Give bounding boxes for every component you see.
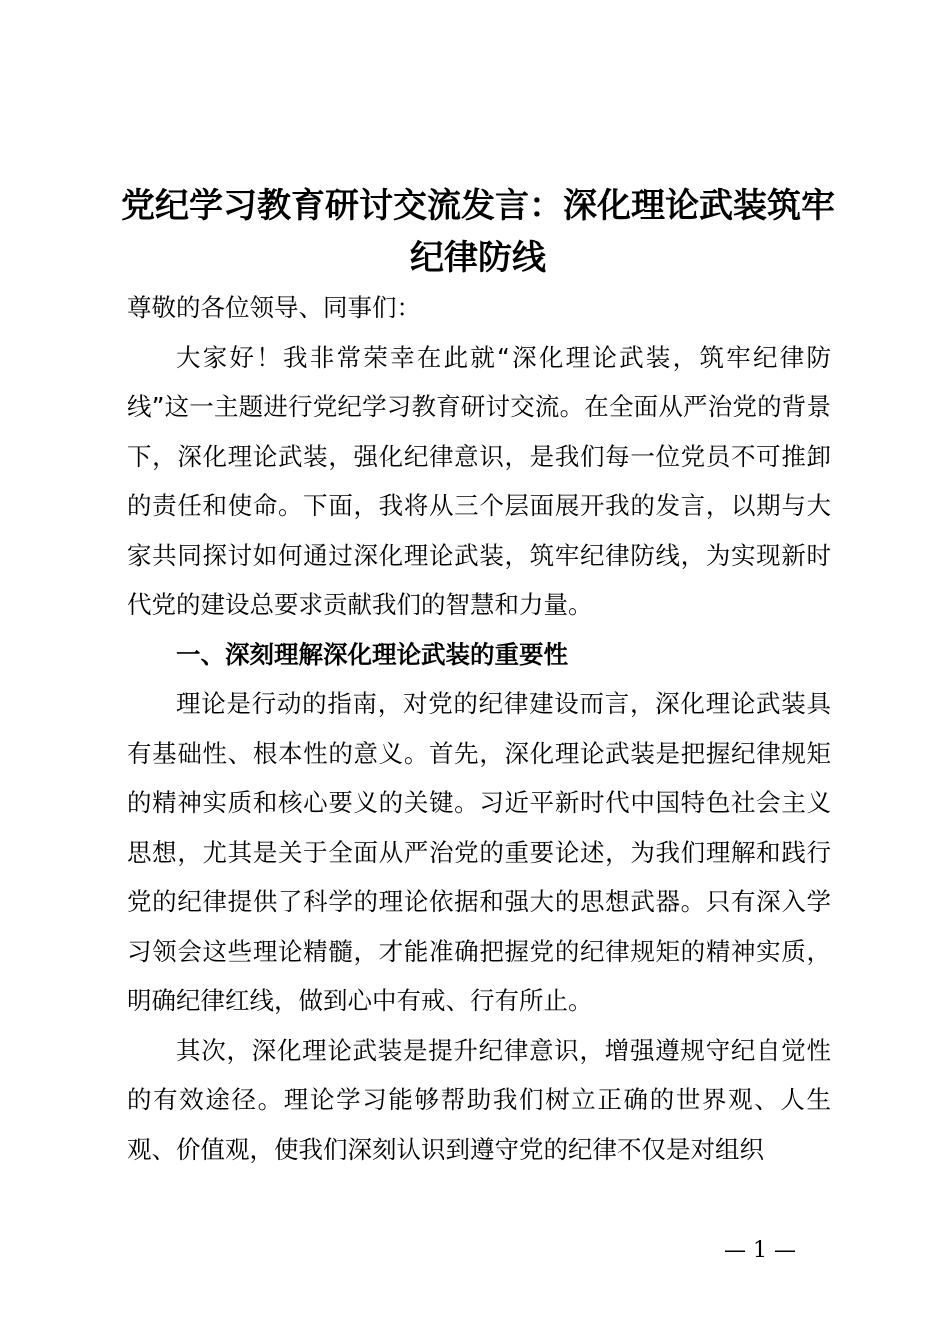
salutation: 尊敬的各位领导、同事们： [127, 293, 421, 322]
document-body [127, 283, 831, 1174]
document-title: 党纪学习教育研讨交流发言：深化理论武装筑牢纪律防线 [121, 186, 835, 278]
body-paragraph: 理论是行动的指南，对党的纪律建设而言，深化理论武装具有基础性、根本性的意义。首先，深化理论武装是把握纪律规矩的精神实质和核心要义的关键。习近平新时代中国特色社会主义思想，尤其是关于全面从严治党的重要论述，为我们理解和践行党的纪律提供了科学的理论依据和强大的思想武器。只有深入学习领会这些理论精髓，才能准确把握党的纪律规矩的精神实质，明确纪律红线，做到心中有戒、行有所止。 [127, 689, 831, 1015]
intro-paragraph: 大家好！我非常荣幸在此就“深化理论武装，筑牢纪律防线”这一主题进行党纪学习教育研讨交流。在全面从严治党的背景下，深化理论武装，强化纪律意识，是我们每一位党员不可推卸的责任和使命。下面，我将从三个层面展开我的发言，以期与大家共同探讨如何通过深化理论武装，筑牢纪律防线，为实现新时代党的建设总要求贡献我们的智慧和力量。 [127, 342, 831, 619]
section-heading: 一、深刻理解深化理论武装的重要性 [176, 639, 568, 669]
page-number: — 1 — [724, 1238, 796, 1263]
body-paragraph: 其次，深化理论武装是提升纪律意识，增强遵规守纪自觉性的有效途径。理论学习能够帮助我们树立正确的世界观、人生观、价值观，使我们深刻认识到遵守党的纪律不仅是对组织 [127, 1035, 831, 1164]
